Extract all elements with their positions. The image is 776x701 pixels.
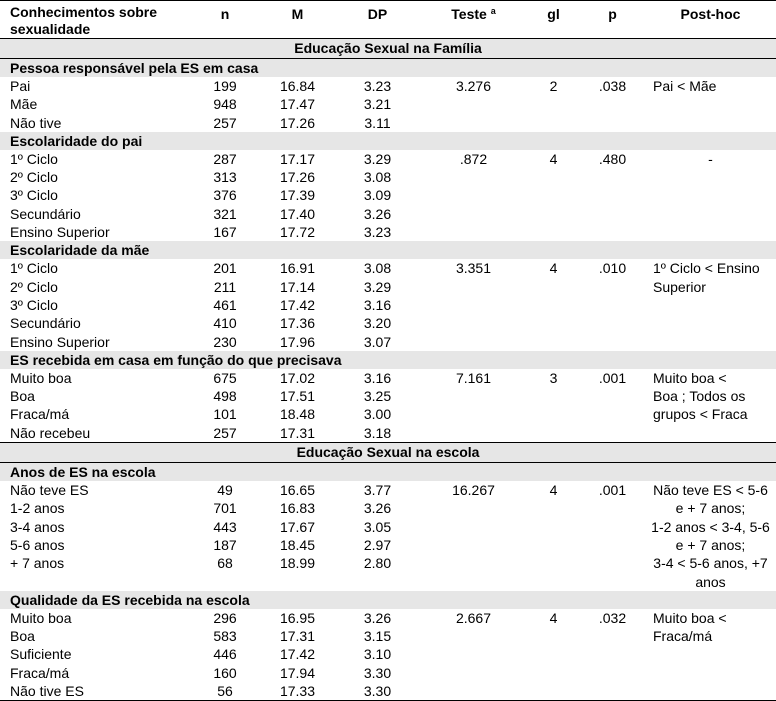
gl-value: 4 <box>549 260 558 277</box>
posthoc-value: - <box>708 150 713 167</box>
table-row: Fraca/má 101 18.48 3.00 grupos < Fraca <box>0 405 776 423</box>
table-row <box>0 573 776 591</box>
gl-value: 4 <box>549 482 558 499</box>
table-row: Fraca/má 160 17.94 3.30 <box>10 664 392 681</box>
group-title: Escolaridade do pai <box>0 132 776 150</box>
table-row: Pai 199 16.84 3.23 3.276 2 .038 Pai < Mãe <box>0 77 776 95</box>
posthoc-value: 1º Ciclo < Ensino <box>653 260 760 277</box>
gl-value: 4 <box>549 150 558 167</box>
section-escola: Educação Sexual na escola <box>0 443 776 463</box>
p-value: .038 <box>598 78 627 94</box>
table-row: 1º Ciclo 201 16.91 3.08 3.351 4 .010 1º Ciclo < Ensino <box>0 259 776 277</box>
header-p: p <box>580 1 645 39</box>
table-row: Secundário 321 17.40 3.26 <box>10 205 392 222</box>
group-title: Anos de ES na escola <box>0 463 776 482</box>
teste-value: 7.161 <box>455 369 492 386</box>
posthoc-value: Muito boa < <box>653 609 727 626</box>
posthoc-value: Fraca/má <box>653 628 713 645</box>
table-row: 2º Ciclo 211 17.14 3.29 Superior <box>0 278 776 296</box>
p-value: .032 <box>598 609 627 626</box>
p-value: .001 <box>598 369 627 386</box>
gl-value: 2 <box>549 78 558 94</box>
table-row: 1-2 anos 701 16.83 3.26 e + 7 anos; <box>0 499 776 517</box>
header-posthoc: Post-hoc <box>645 1 776 39</box>
gl-value: 4 <box>549 609 558 626</box>
teste-value: 16.267 <box>452 482 495 499</box>
table-row: 5-6 anos 187 18.45 2.97 e + 7 anos; <box>0 536 776 554</box>
header-n: n <box>190 1 260 39</box>
table-row: Não tive ES 56 17.33 3.30 <box>0 682 776 701</box>
posthoc-value: anos <box>695 573 726 590</box>
posthoc-value: 3-4 < 5-6 anos, +7 <box>653 555 768 572</box>
table-row: Boa 498 17.51 3.25 Boa ; Todos os <box>0 387 776 405</box>
table-row: Mãe 948 17.47 3.21 <box>10 96 392 113</box>
posthoc-value: grupos < Fraca <box>653 406 748 423</box>
posthoc-value: Boa ; Todos os <box>653 388 746 405</box>
table-row: Secundário 410 17.36 3.20 <box>10 315 392 332</box>
posthoc-value: e + 7 anos; <box>675 536 746 553</box>
table-row: Não tive 257 17.26 3.11 <box>10 114 391 131</box>
posthoc-value: Superior <box>653 278 706 295</box>
table-row: Ensino Superior 167 17.72 3.23 <box>10 224 392 241</box>
header-gl: gl <box>527 1 580 39</box>
group-title: Pessoa responsável pela ES em casa <box>0 59 776 78</box>
table-row: 3º Ciclo 376 17.39 3.09 <box>10 187 392 204</box>
posthoc-value: Pai < Mãe <box>653 78 717 94</box>
table-row: + 7 anos 68 18.99 2.80 3-4 < 5-6 anos, +7 <box>0 554 776 572</box>
group-title: ES recebida em casa em função do que precisava <box>0 351 776 369</box>
table-row: Boa 583 17.31 3.15 Fraca/má <box>0 627 776 645</box>
table-row: Suficiente 446 17.42 3.10 <box>10 646 392 663</box>
table-row: 3º Ciclo 461 17.42 3.16 <box>10 296 392 313</box>
header-row <box>0 1 776 39</box>
group-title: Qualidade da ES recebida na escola <box>0 591 776 609</box>
table-row: 3-4 anos 443 17.67 3.05 1-2 anos < 3-4, 5-6 <box>0 518 776 536</box>
teste-value: .872 <box>459 150 488 167</box>
table-row: Muito boa 296 16.95 3.26 2.667 4 .032 Muito boa < <box>0 609 776 627</box>
table-row: Ensino Superior 230 17.96 3.07 <box>10 333 392 350</box>
table-row: Não teve ES 49 16.65 3.77 16.267 4 .001 Não teve ES < 5-6 <box>0 481 776 499</box>
header-dp: DP <box>335 1 420 39</box>
gl-value: 3 <box>549 369 558 386</box>
teste-value: 3.351 <box>455 260 492 277</box>
section-familia: Educação Sexual na Família <box>0 39 776 59</box>
posthoc-value: Não teve ES < 5-6 <box>653 482 768 499</box>
posthoc-value: 1-2 anos < 3-4, 5-6 <box>651 518 770 535</box>
posthoc-value: Muito boa < <box>653 369 727 386</box>
table-row: Não recebeu 257 17.31 3.18 <box>10 424 392 441</box>
header-m: M <box>260 1 335 39</box>
p-value: .010 <box>598 260 627 277</box>
header-knowledge: Conhecimentos sobre sexualidade <box>0 1 190 39</box>
teste-value: 3.276 <box>455 78 492 94</box>
p-value: .001 <box>598 482 627 499</box>
table-row: Muito boa 675 17.02 3.16 7.161 3 .001 Muito boa < <box>0 369 776 387</box>
table-row: 1º Ciclo 287 17.17 3.29 .872 4 .480 - <box>0 150 776 168</box>
header-teste: Teste $^a$ <box>420 1 527 39</box>
p-value: .480 <box>598 150 627 167</box>
table-row: 2º Ciclo 313 17.26 3.08 <box>10 169 392 186</box>
posthoc-value: e + 7 anos; <box>675 500 746 517</box>
teste-value: 2.667 <box>455 609 492 626</box>
group-title: Escolaridade da mãe <box>0 241 776 259</box>
